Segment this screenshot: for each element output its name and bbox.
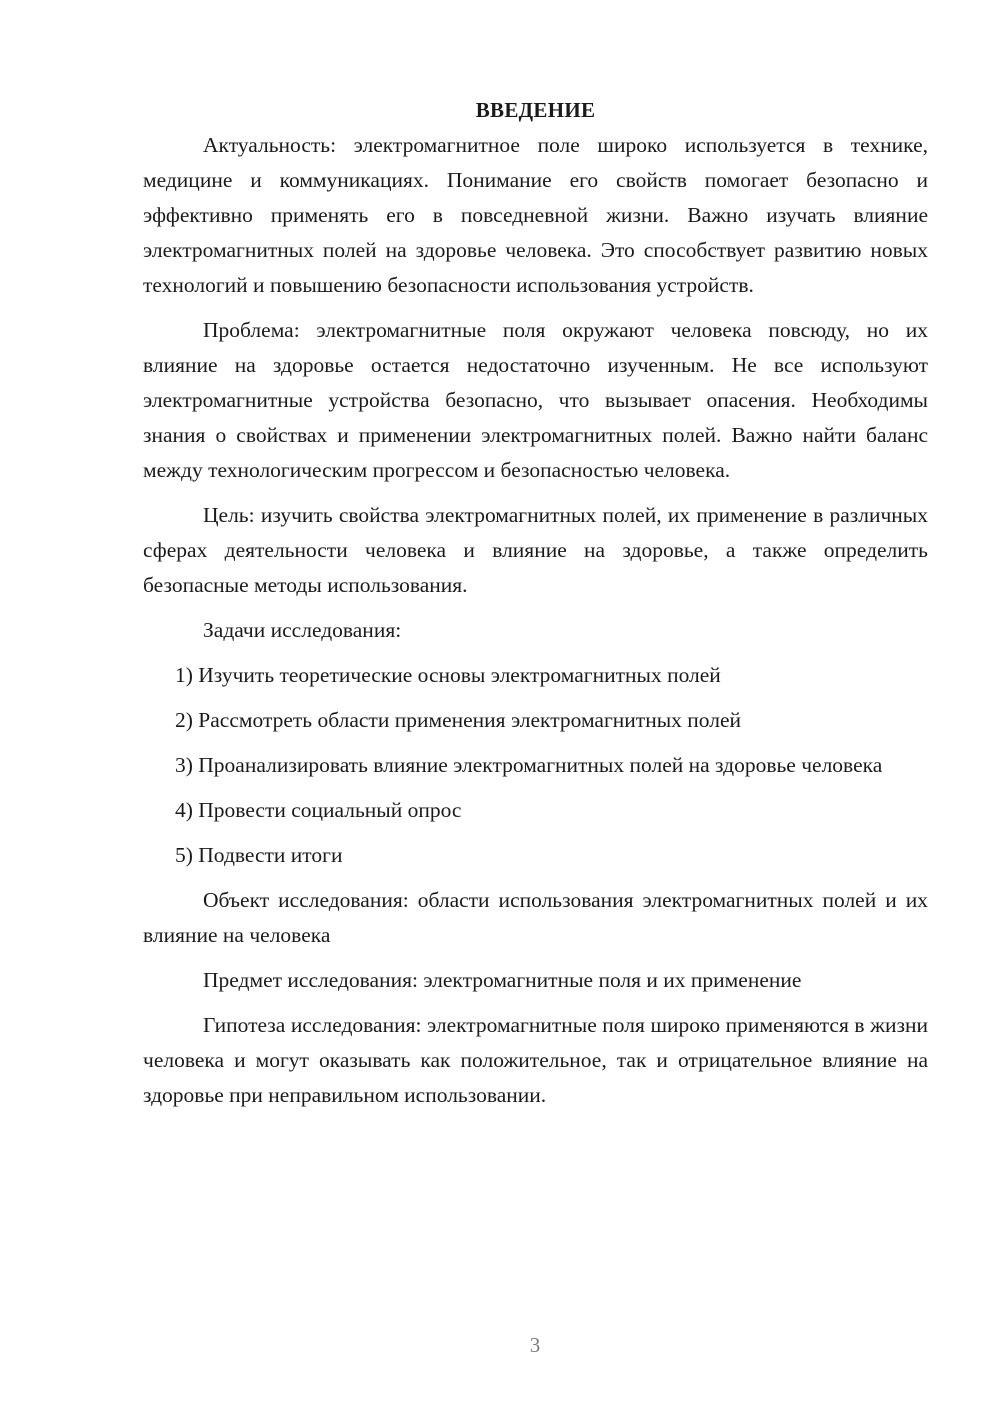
task-item-4: 4) Провести социальный опрос bbox=[175, 798, 462, 822]
document-page bbox=[143, 92, 928, 1123]
task-item-5: 5) Подвести итоги bbox=[175, 843, 343, 867]
page-title: ВВЕДЕНИЕ bbox=[475, 98, 596, 122]
page-number: 3 bbox=[529, 1333, 541, 1357]
paragraph-problem: Проблема: электромагнитные поля окружают человека повсюду, но их влияние на здоровье остается недостаточно изученным. Не все используют электромагнитные устройства безопасно, что вызывает опасения. Необходимы знания о свойствах и применении электромагнитных полей. Важно найти баланс между технологическим прогрессом и безопасностью человека. bbox=[143, 318, 928, 482]
paragraph-object: Объект исследования: области использования электромагнитных полей и их влияние на человека bbox=[143, 888, 928, 947]
paragraph-relevance: Актуальность: электромагнитное поле широко используется в технике, медицине и коммуникациях. Понимание его свойств помогает безопасно и эффективно применять его в повседневной жизни. Важно изучать влияние электромагнитных полей на здоровье человека. Это способствует развитию новых технологий и повышению безопасности использования устройств. bbox=[143, 133, 928, 297]
task-item-1: 1) Изучить теоретические основы электромагнитных полей bbox=[175, 663, 721, 687]
task-item-2: 2) Рассмотреть области применения электромагнитных полей bbox=[175, 708, 742, 732]
task-item-3: 3) Проанализировать влияние электромагнитных полей на здоровье человека bbox=[175, 753, 883, 777]
tasks-heading: Задачи исследования: bbox=[203, 618, 402, 642]
paragraph-hypothesis: Гипотеза исследования: электромагнитные поля широко применяются в жизни человека и могут оказывать как положительное, так и отрицательное влияние на здоровье при неправильном использовании. bbox=[143, 1013, 928, 1107]
paragraph-goal: Цель: изучить свойства электромагнитных полей, их применение в различных сферах деятельности человека и влияние на здоровье, а также определить безопасные методы использования. bbox=[143, 503, 928, 597]
paragraph-subject: Предмет исследования: электромагнитные поля и их применение bbox=[203, 968, 802, 992]
